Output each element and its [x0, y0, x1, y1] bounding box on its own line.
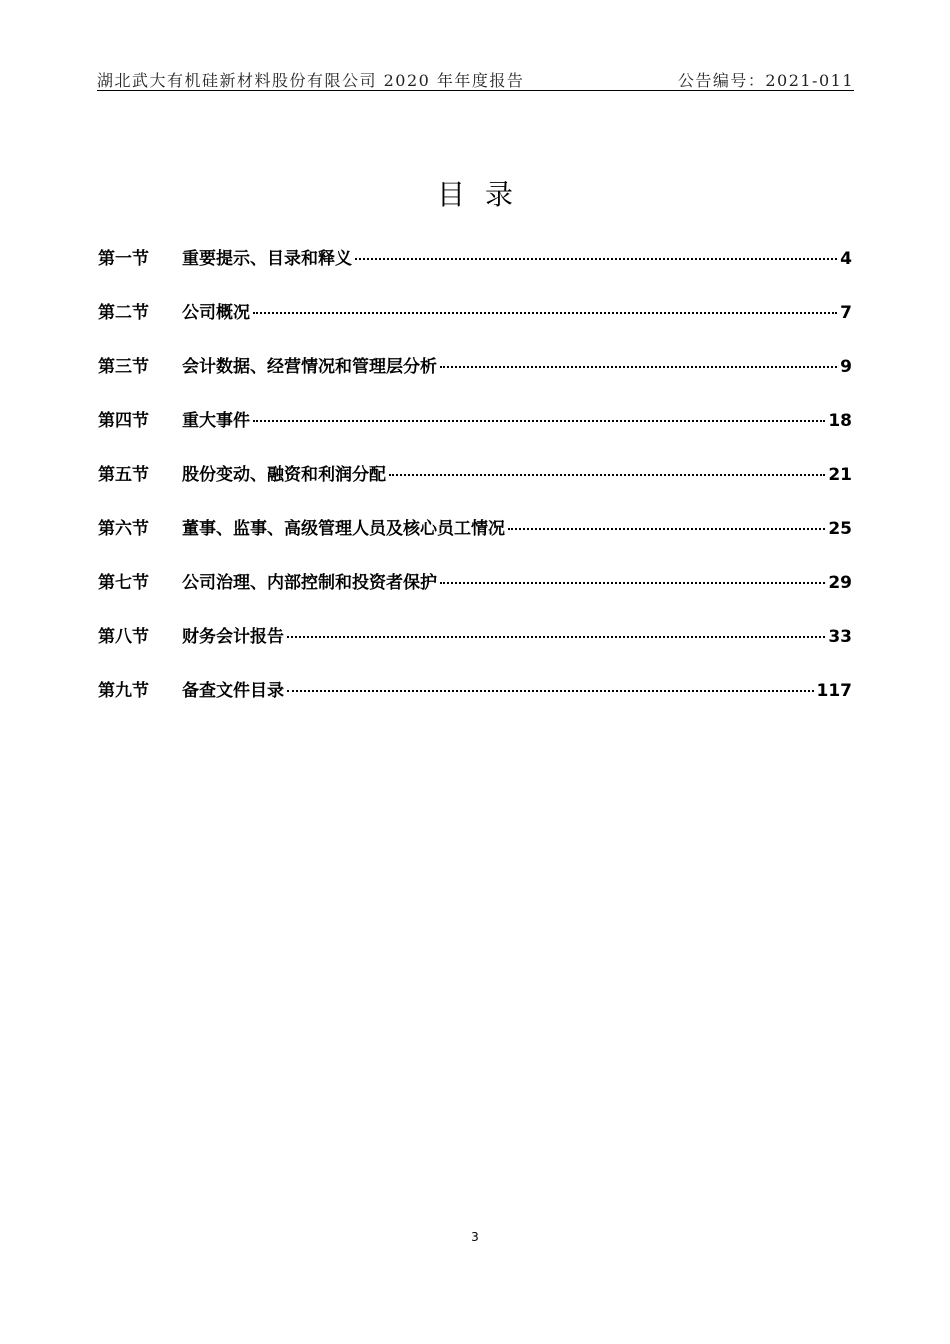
toc-section-title: 备查文件目录 [182, 681, 284, 701]
toc-dot-leader [253, 312, 837, 314]
page-header [97, 68, 854, 91]
toc-section-title: 财务会计报告 [182, 627, 284, 647]
toc-dot-leader [355, 258, 837, 260]
toc-page-number: 21 [828, 465, 852, 485]
toc-section-number: 第一节 [98, 249, 149, 269]
toc-page-number: 18 [828, 411, 852, 431]
toc-section-title: 重大事件 [182, 411, 250, 431]
toc-section-number: 第六节 [98, 519, 149, 539]
header-report-title: 湖北武大有机硅新材料股份有限公司 2020 年年度报告 [97, 71, 525, 90]
toc-dot-leader [389, 474, 825, 476]
toc-section-title: 会计数据、经营情况和管理层分析 [182, 357, 437, 377]
toc-entry[interactable] [98, 460, 852, 514]
toc-section-number: 第二节 [98, 303, 149, 323]
toc-page-number: 25 [828, 519, 852, 539]
toc-dot-leader [508, 528, 825, 530]
toc-page-number: 117 [816, 681, 852, 701]
toc-section-title: 董事、监事、高级管理人员及核心员工情况 [182, 519, 505, 539]
toc-entry[interactable] [98, 622, 852, 676]
toc-entry[interactable] [98, 406, 852, 460]
toc-section-title: 重要提示、目录和释义 [182, 249, 352, 269]
toc-section-number: 第九节 [98, 681, 149, 701]
toc-page-number: 9 [840, 357, 852, 377]
toc-section-title: 公司概况 [182, 303, 250, 323]
toc-entry[interactable] [98, 568, 852, 622]
toc-section-number: 第七节 [98, 573, 149, 593]
toc-section-title: 公司治理、内部控制和投资者保护 [182, 573, 437, 593]
toc-section-number: 第四节 [98, 411, 149, 431]
toc-page-number: 29 [828, 573, 852, 593]
table-of-contents [98, 244, 852, 730]
toc-dot-leader [440, 582, 825, 584]
toc-page-number: 4 [840, 249, 852, 269]
header-announcement-number: 公告编号：2021-011 [677, 71, 854, 90]
toc-section-number: 第三节 [98, 357, 149, 377]
toc-entry[interactable] [98, 676, 852, 730]
toc-dot-leader [287, 690, 814, 692]
toc-entry[interactable] [98, 298, 852, 352]
toc-entry[interactable] [98, 514, 852, 568]
page-title: 目录 [436, 178, 533, 211]
toc-dot-leader [440, 366, 837, 368]
toc-entry[interactable] [98, 244, 852, 298]
toc-section-number: 第八节 [98, 627, 149, 647]
toc-entry[interactable] [98, 352, 852, 406]
toc-page-number: 7 [840, 303, 852, 323]
toc-page-number: 33 [828, 627, 852, 647]
page-number-footer: 3 [471, 1230, 479, 1244]
toc-section-title: 股份变动、融资和利润分配 [182, 465, 386, 485]
toc-dot-leader [287, 636, 825, 638]
toc-dot-leader [253, 420, 825, 422]
toc-section-number: 第五节 [98, 465, 149, 485]
